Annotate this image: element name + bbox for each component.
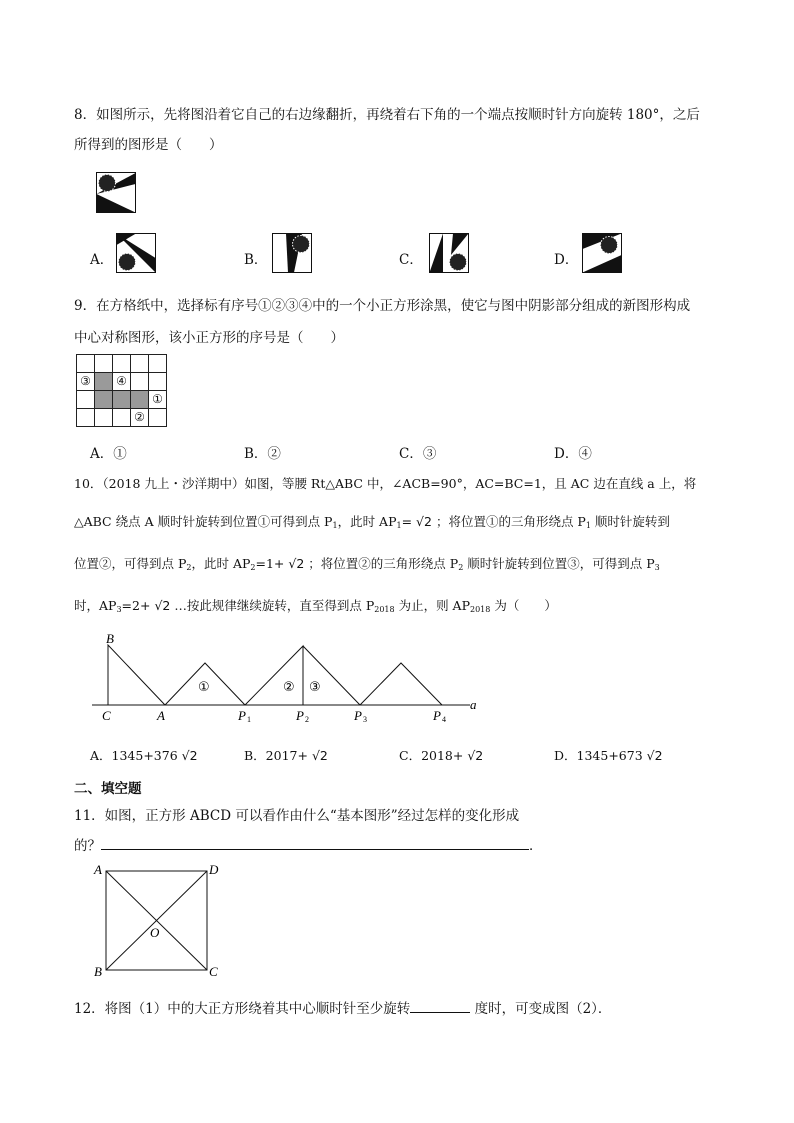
q10-option-d[interactable]: D．1345+673 √2 <box>554 748 663 763</box>
q10-option-a[interactable]: A．1345+376 √2 <box>90 748 198 763</box>
section-heading-fill-in: 二、填空题 <box>74 781 142 797</box>
label-c: C <box>209 964 218 979</box>
q8-option-b-label: B． <box>244 252 268 268</box>
label-a: A <box>157 708 165 723</box>
label-p1: P <box>238 708 246 723</box>
triangle-position-2 <box>245 646 303 705</box>
label-p4-sub: 4 <box>442 715 446 724</box>
triangle-abc <box>108 645 165 705</box>
q8-option-c-figure[interactable] <box>429 233 469 273</box>
q8-option-a-figure[interactable] <box>116 233 156 273</box>
q10-stem-line4: 时，$AP_3=2+ √2$ …按此规律继续旋转，直至得到点 $P_{2018}$ 为止，则 $AP_{2018}$ 为（ ） <box>74 598 557 614</box>
label-d: D <box>209 862 219 877</box>
label-position-2: ② <box>283 680 295 695</box>
q9-option-c[interactable]: C．③ <box>399 446 437 462</box>
q10-option-b[interactable]: B．2017+ √2 <box>244 748 328 763</box>
grid-cell-3[interactable]: ③ <box>77 373 95 391</box>
label-position-3: ③ <box>309 680 321 695</box>
label-p1-sub: 1 <box>247 715 251 724</box>
q10-option-c[interactable]: C．2018+ √2 <box>399 748 484 763</box>
q12-answer-blank[interactable] <box>410 1012 470 1013</box>
label-a: A <box>94 862 102 877</box>
label-b: B <box>94 964 102 979</box>
q8-option-b-figure[interactable] <box>272 233 312 273</box>
label-line-a: a <box>470 697 477 712</box>
grid-cell-2[interactable]: ② <box>131 409 149 427</box>
q9-option-b[interactable]: B．② <box>244 446 281 462</box>
q10-stem-line3: 位置②，可得到点 $P_2$，此时 $AP_2=1+ √2$ ；将位置②的三角形绕点 $P_2$ 顺时针旋转到位置③，可得到点 $P_3$ <box>74 556 660 572</box>
q9-stem-line1: 9．在方格纸中，选择标有序号①②③④中的一个小正方形涂黑，使它与图中阴影部分组成的新图形构成 <box>74 298 691 314</box>
label-p2-sub: 2 <box>305 715 309 724</box>
q8-option-c-label: C． <box>399 252 423 268</box>
q11-stem-line2: 的？ ． <box>74 838 543 854</box>
label-o: O <box>150 925 160 940</box>
q8-option-a-label: A． <box>90 252 114 268</box>
q8-option-d-figure[interactable] <box>582 233 622 273</box>
q11-square-figure <box>92 860 222 982</box>
label-p2: P <box>296 708 304 723</box>
label-b: B <box>106 631 114 646</box>
grid-cell-4[interactable]: ④ <box>113 373 131 391</box>
q9-grid <box>76 354 167 427</box>
q10-stem-line2: △ABC 绕点 A 顺时针旋转到位置①可得到点 $P_1$，此时 $AP_1= √2$ ；将位置①的三角形绕点 $P_1$ 顺时针旋转到 <box>74 514 670 530</box>
q8-option-d-label: D． <box>554 252 579 268</box>
q10-stem-line1: 10．（2018 九上・沙洋期中）如图，等腰 Rt△ABC 中，∠ACB=90°，AC=BC=1，且 AC 边在直线 a 上，将 <box>74 476 697 491</box>
triangle-position-3 <box>303 646 360 705</box>
q8-original-figure <box>96 172 136 214</box>
label-p3: P <box>354 708 362 723</box>
q8-stem-line1: 8．如图所示，先将图沿着它自己的右边缘翻折，再绕着右下角的一个端点按顺时针方向旋转 180°，之后 <box>74 107 700 123</box>
label-p3-sub: 3 <box>363 715 367 724</box>
triangle-position-4 <box>360 663 442 705</box>
grid-cell-1[interactable]: ① <box>149 391 167 409</box>
q12-stem: 12．将图（1）中的大正方形绕着其中心顺时针至少旋转 度时，可变成图（2）． <box>74 1001 612 1017</box>
q11-stem-line1: 11．如图，正方形 ABCD 可以看作由什么“基本图形”经过怎样的变化形成 <box>74 808 520 824</box>
q10-rotation-figure <box>92 628 492 724</box>
q8-stem-line2: 所得到的图形是（ ） <box>74 137 223 153</box>
label-p4: P <box>433 708 441 723</box>
label-c: C <box>102 708 111 723</box>
label-position-1: ① <box>198 680 210 695</box>
q9-stem-line2: 中心对称图形，该小正方形的序号是（ ） <box>74 330 344 346</box>
q9-option-d[interactable]: D．④ <box>554 446 592 462</box>
q9-option-a[interactable]: A．① <box>90 446 127 462</box>
q11-answer-blank[interactable] <box>101 849 529 850</box>
